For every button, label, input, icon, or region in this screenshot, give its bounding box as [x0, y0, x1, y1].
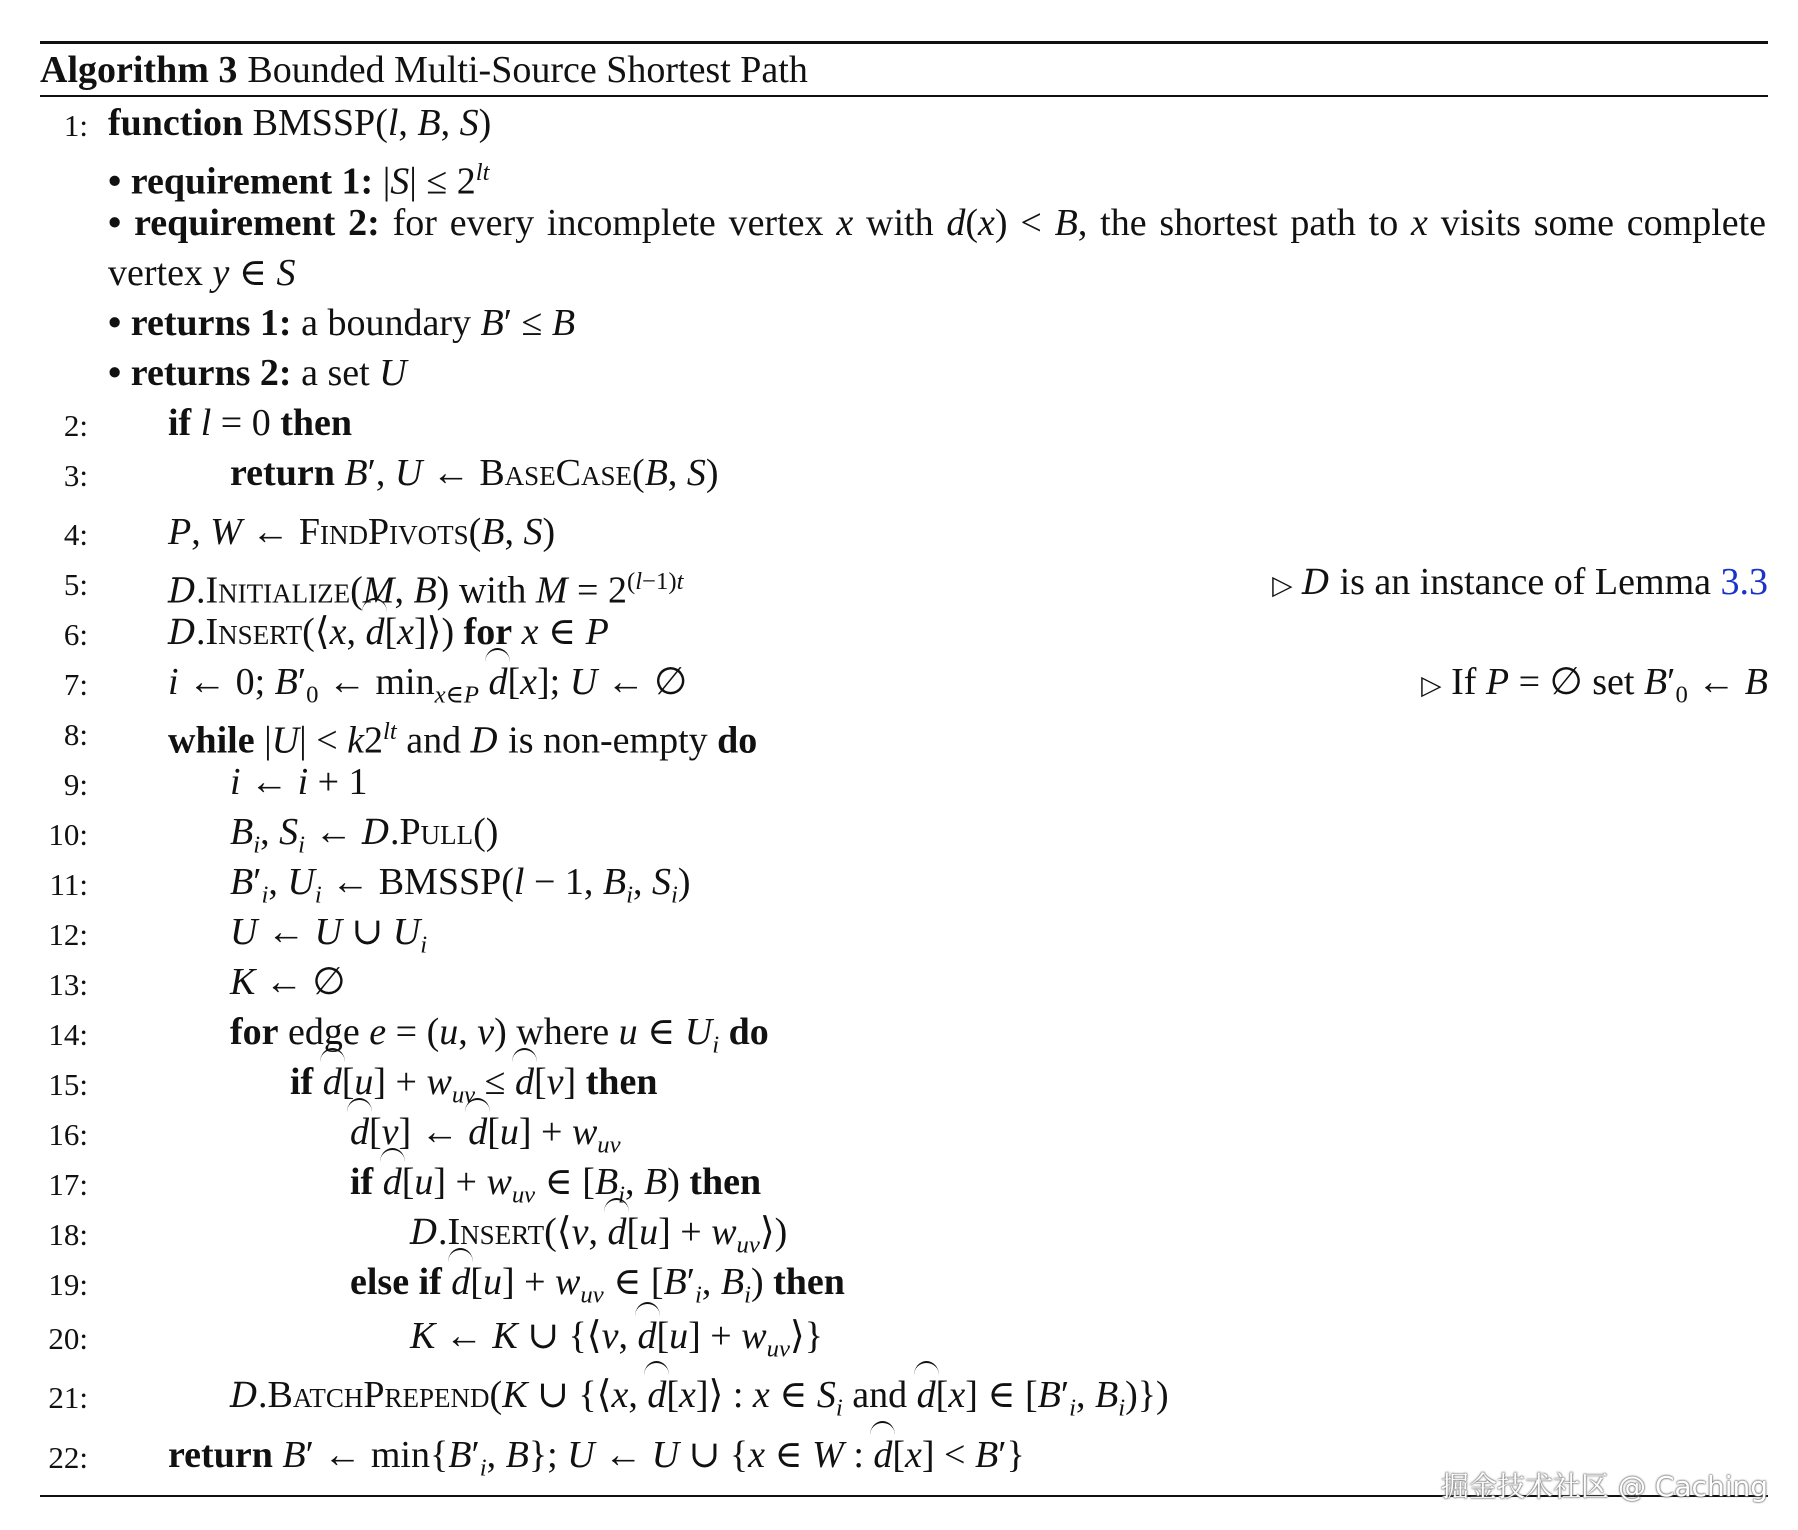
algo-line-4: 4: P, W ← FindPivots(B, S) — [0, 507, 1798, 557]
line-number: 1: — [63, 108, 88, 143]
algo-line-8: 8: while $|U| < k2^{lt}$ and D is non-empty do — [0, 707, 1798, 757]
watermark: 掘金技术社区 @ Caching — [1441, 1470, 1768, 1503]
line-number: 5: — [63, 567, 88, 602]
line-number: 12: — [48, 917, 88, 952]
algo-line-20: 20: K ← K ∪ {⟨v, $d[u] + w_{uv}⟩$} — [0, 1311, 1798, 1361]
line-number: 15: — [48, 1067, 88, 1102]
line-number: 21: — [48, 1380, 88, 1415]
line-code: function BMSSP(l, B, S) — [108, 102, 492, 144]
algorithm-label: Algorithm 3 — [40, 49, 238, 91]
line-number: 11: — [49, 867, 88, 902]
line-number: 14: — [48, 1017, 88, 1052]
spec-returns-2: • returns 2: a set U — [108, 352, 407, 394]
spec-returns-1: • returns 1: a boundary B′ ≤ B — [108, 302, 576, 344]
algo-line-14: 14: for edge e = (u, v) where u ∈ $U_i$ do — [0, 1007, 1798, 1057]
algo-line-7: 7: i ← 0; $B'_0$ ← $\min_{x\in P} d[x]$; U ← ∅ ▷ If P = ∅ set $B'_0$ ← B — [0, 657, 1798, 707]
line-number: 8: — [63, 717, 88, 752]
algo-line-9: 9: i ← i + 1 — [0, 757, 1798, 807]
caption-rule — [40, 95, 1768, 97]
algo-line-19: 19: else if $d[u] + w_{uv}$ ∈ [$B'_i$, $B_i$) then — [0, 1257, 1798, 1307]
spec-requirement-2: • requirement 2: for every incomplete vertex x with d(x) < B, the shortest path to x visits some complete vertex y ∈ S — [108, 202, 1767, 294]
lemma-reference-link[interactable]: 3.3 — [1720, 561, 1768, 603]
comment-triangle-icon: ▷ — [1272, 570, 1293, 600]
line-number: 13: — [48, 967, 88, 1002]
line-number: 9: — [63, 767, 88, 802]
algo-line-22: 22: return B′ ← $\min\{B'_i$, B}; U ← U ∪ {x ∈ W : d[x] < B′} — [0, 1430, 1798, 1480]
comment-triangle-icon: ▷ — [1421, 670, 1442, 700]
algo-line-13: 13: K ← ∅ — [0, 957, 1798, 1007]
line-number: 10: — [48, 817, 88, 852]
algo-line-17: 17: if $d[u] + w_{uv}$ ∈ [$B_i$, B) then — [0, 1157, 1798, 1207]
algo-line-2: 2: if l = 0 then — [0, 398, 1798, 448]
line-number: 4: — [63, 517, 88, 552]
line-number: 18: — [48, 1217, 88, 1252]
line-comment: ▷ D is an instance of Lemma 3.3 — [1272, 561, 1768, 603]
algorithm-caption — [40, 44, 808, 96]
line-number: 19: — [48, 1267, 88, 1302]
algo-line-1 — [0, 98, 1798, 148]
spec-requirement-1: • requirement 1: $|S| \le 2^{lt}$ — [108, 159, 490, 203]
algo-line-10: 10: $B_i$, $S_i$ ← D.Pull() — [0, 807, 1798, 857]
algo-line-21: 21: D.BatchPrepend(K ∪ {⟨x, d[x]⟩ : x ∈ $S_i$ and d[x] ∈ [$B'_i$, $B_i$)}) — [0, 1370, 1798, 1420]
line-number: 20: — [48, 1321, 88, 1356]
line-number: 7: — [63, 667, 88, 702]
line-number: 22: — [48, 1440, 88, 1475]
line-number: 2: — [63, 408, 88, 443]
algo-line-11: 11: $B'_i$, $U_i$ ← BMSSP(l − 1, $B_i$, $S_i$) — [0, 857, 1798, 907]
algorithm-title: Bounded Multi-Source Shortest Path — [247, 49, 808, 91]
line-number: 6: — [63, 617, 88, 652]
algo-line-15: 15: if $d[u] + w_{uv} \le d[v]$ then — [0, 1057, 1798, 1107]
algo-line-5: 5: D.Initialize(M, B) with $M = 2^{(l-1)t}$ ▷ D is an instance of Lemma 3.3 — [0, 557, 1798, 607]
algo-line-12: 12: U ← U ∪ $U_i$ — [0, 907, 1798, 957]
line-number: 17: — [48, 1167, 88, 1202]
line-number: 16: — [48, 1117, 88, 1152]
algo-line-18: 18: D.Insert(⟨v, $d[u] + w_{uv}⟩$) — [0, 1207, 1798, 1257]
algo-line-16: 16: d[v] ← $d[u] + w_{uv}$ — [0, 1107, 1798, 1157]
line-comment: ▷ If P = ∅ set $B'_0$ ← B — [1421, 661, 1768, 709]
algo-line-6: 6: D.Insert(⟨x, d[x]⟩) for x ∈ P — [0, 607, 1798, 657]
algo-line-3: 3: return B′, U ← BaseCase(B, S) — [0, 448, 1798, 498]
line-number: 3: — [63, 458, 88, 493]
